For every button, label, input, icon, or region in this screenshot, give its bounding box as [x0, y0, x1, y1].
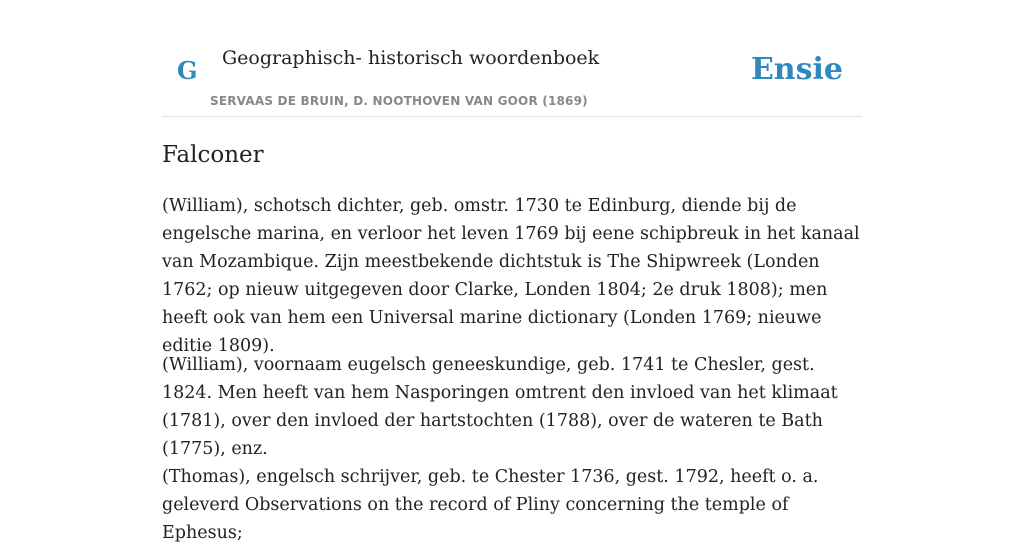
book-title[interactable]: Geographisch- historisch woordenboek [222, 47, 600, 69]
book-logo-letter[interactable]: G [177, 56, 198, 85]
entry-paragraph: (William), schotsch dichter, geb. omstr. 1730 te Edinburg, diende bij de engelsche marina, en verloor het leven 1769 bij eene schipbreuk in het kanaal van Mozambique. Zijn meestbekende dichtstuk is The Shipwreek (Londen 1762; op nieuw uitgegeven door Clarke, Londen 1804; 2e druk 1808); men heeft ook van hem een Universal marine dictionary (Londen 1769; nieuwe editie 1809). [162, 196, 860, 356]
entry-paragraph: (Thomas), engelsch schrijver, geb. te Chester 1736, gest. 1792, heeft o. a. geleverd Observations on the record of Pliny concerning the temple of Ephesus; [162, 467, 819, 543]
book-header [162, 0, 862, 117]
entry-title: Falconer [162, 142, 264, 168]
article-page [162, 0, 862, 543]
entry-paragraph: (William), voornaam eugelsch geneeskundige, geb. 1741 te Chesler, gest. 1824. Men heeft van hem Nasporingen omtrent den invloed van het klimaat (1781), over den invloed der hartstochten (1788), over de wateren te Bath (1775), enz. [162, 355, 838, 459]
book-authors: SERVAAS DE BRUIN, D. NOOTHOVEN VAN GOOR (1869) [210, 94, 588, 108]
ensie-logo[interactable]: Ensie [750, 52, 843, 87]
